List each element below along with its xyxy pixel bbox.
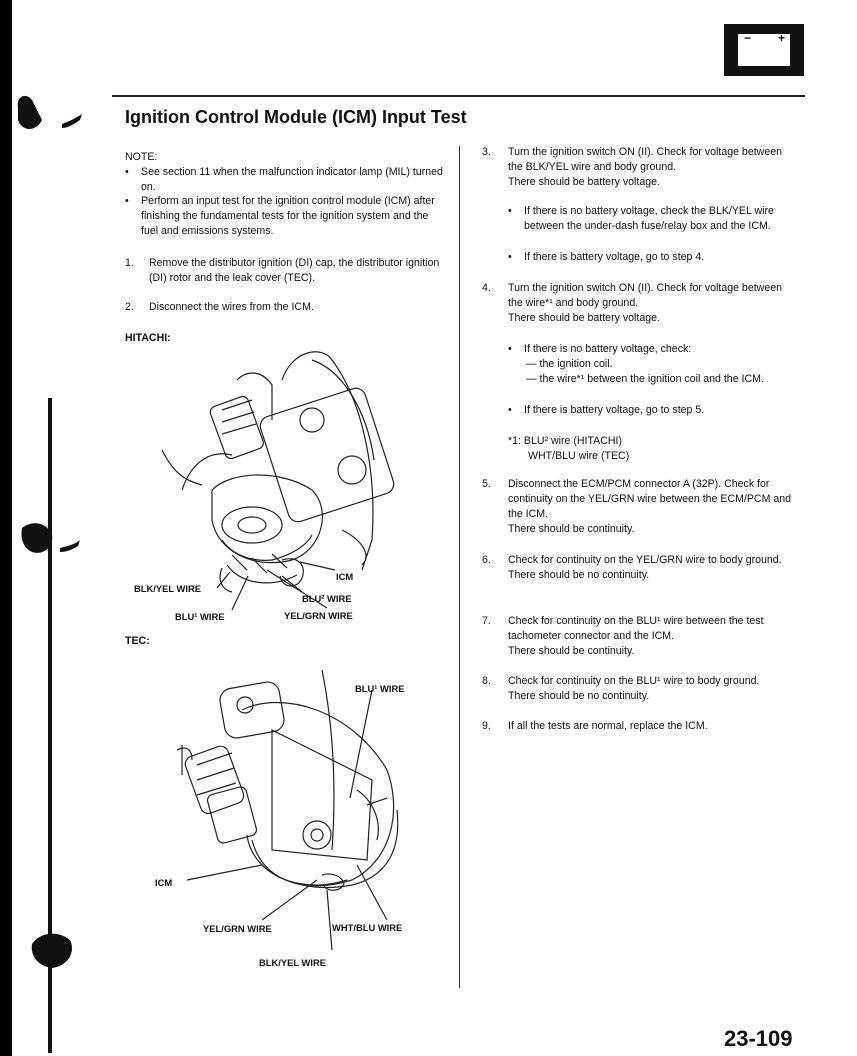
step-5: 5. Disconnect the ECM/PCM connector A (32P). Check for continuity on the YEL/GRN wire between the ECM/PCM and the ICM. There should be continuity. xyxy=(482,478,792,535)
battery-plus: + xyxy=(778,31,786,45)
header-rule xyxy=(112,95,805,97)
page-title: Ignition Control Module (ICM) Input Test xyxy=(125,107,467,127)
step-6: 6. Check for continuity on the YEL/GRN wire to body ground. There should be no continuity. xyxy=(482,554,782,581)
step-9: 9. If all the tests are normal, replace the ICM. xyxy=(482,720,708,732)
hitachi-yel-grn-label: YEL/GRN WIRE xyxy=(284,610,353,621)
hitachi-heading: HITACHI: xyxy=(125,332,171,344)
battery-minus: − xyxy=(744,31,752,45)
step-3-bullet: • If there is battery voltage, go to step 4. xyxy=(508,251,705,263)
step-4-dash: — the wire*¹ between the ignition coil and the ICM. xyxy=(526,373,764,385)
step-4-bullet: • If there is battery voltage, go to step 5. xyxy=(508,404,705,416)
tec-icm-label: ICM xyxy=(155,877,173,888)
tec-distributor-illustration xyxy=(152,650,452,960)
step-4-bullet: • If there is no battery voltage, check: xyxy=(508,343,692,355)
hitachi-blu1-label: BLU¹ WIRE xyxy=(175,611,225,622)
page-number: 23-109 xyxy=(724,1026,793,1051)
manual-page xyxy=(12,0,857,1056)
tec-blu1-label: BLU¹ WIRE xyxy=(355,683,405,694)
step-2: 2. Disconnect the wires from the ICM. xyxy=(125,301,314,313)
tec-blk-yel-label: BLK/YEL WIRE xyxy=(259,957,327,968)
battery-symbol-icon xyxy=(724,24,804,76)
tec-heading: TEC: xyxy=(125,635,150,647)
step-7: 7. Check for continuity on the BLU¹ wire between the test tachometer connector and the ICM. There should be continuity. xyxy=(482,615,764,657)
footnote-1: *1: BLU² wire (HITACHI) xyxy=(508,435,622,447)
binder-marks xyxy=(12,0,92,1056)
step-3-bullet: • If there is no battery voltage, check the BLK/YEL wire between the under-dash fuse/relay box and the ICM. xyxy=(508,205,774,232)
tec-wht-blu-label: WHT/BLU WIRE xyxy=(332,922,403,933)
tec-yel-grn-label: YEL/GRN WIRE xyxy=(203,923,272,934)
note-item: • Perform an input test for the ignition control module (ICM) after finishing the fundamental tests for the ignition system and the fuel and emissions systems. xyxy=(125,195,435,237)
step-1: 1. Remove the distributor ignition (DI) cap, the distributor ignition (DI) rotor and the leak cover (TEC). xyxy=(125,257,440,284)
step-4-dash: — the ignition coil. xyxy=(526,358,613,370)
step-3: 3. Turn the ignition switch ON (II). Check for voltage between the BLK/YEL wire and body ground. There should be battery voltage. xyxy=(482,146,782,188)
step-4: 4. Turn the ignition switch ON (II). Check for voltage between the wire*¹ and body ground. There should be battery voltage. xyxy=(482,282,782,324)
note-text: See section 11 when the malfunction indicator lamp (MIL) turned on. xyxy=(141,166,443,193)
step-8: 8. Check for continuity on the BLU¹ wire to body ground. There should be no continuity. xyxy=(482,675,760,702)
hitachi-icm-label: ICM xyxy=(336,571,354,582)
footnote-2: WHT/BLU wire (TEC) xyxy=(528,450,630,462)
note-text: Perform an input test for the ignition control module (ICM) after finishing the fundamental tests for the ignition system and the fuel and emissions systems. xyxy=(141,195,435,237)
hitachi-blu2-label: BLU² WIRE xyxy=(302,593,352,604)
column-divider xyxy=(459,146,460,988)
hitachi-blk-yel-label: BLK/YEL WIRE xyxy=(134,583,202,594)
note-heading: NOTE: xyxy=(125,151,158,163)
note-item: • See section 11 when the malfunction indicator lamp (MIL) turned on. xyxy=(125,166,443,193)
